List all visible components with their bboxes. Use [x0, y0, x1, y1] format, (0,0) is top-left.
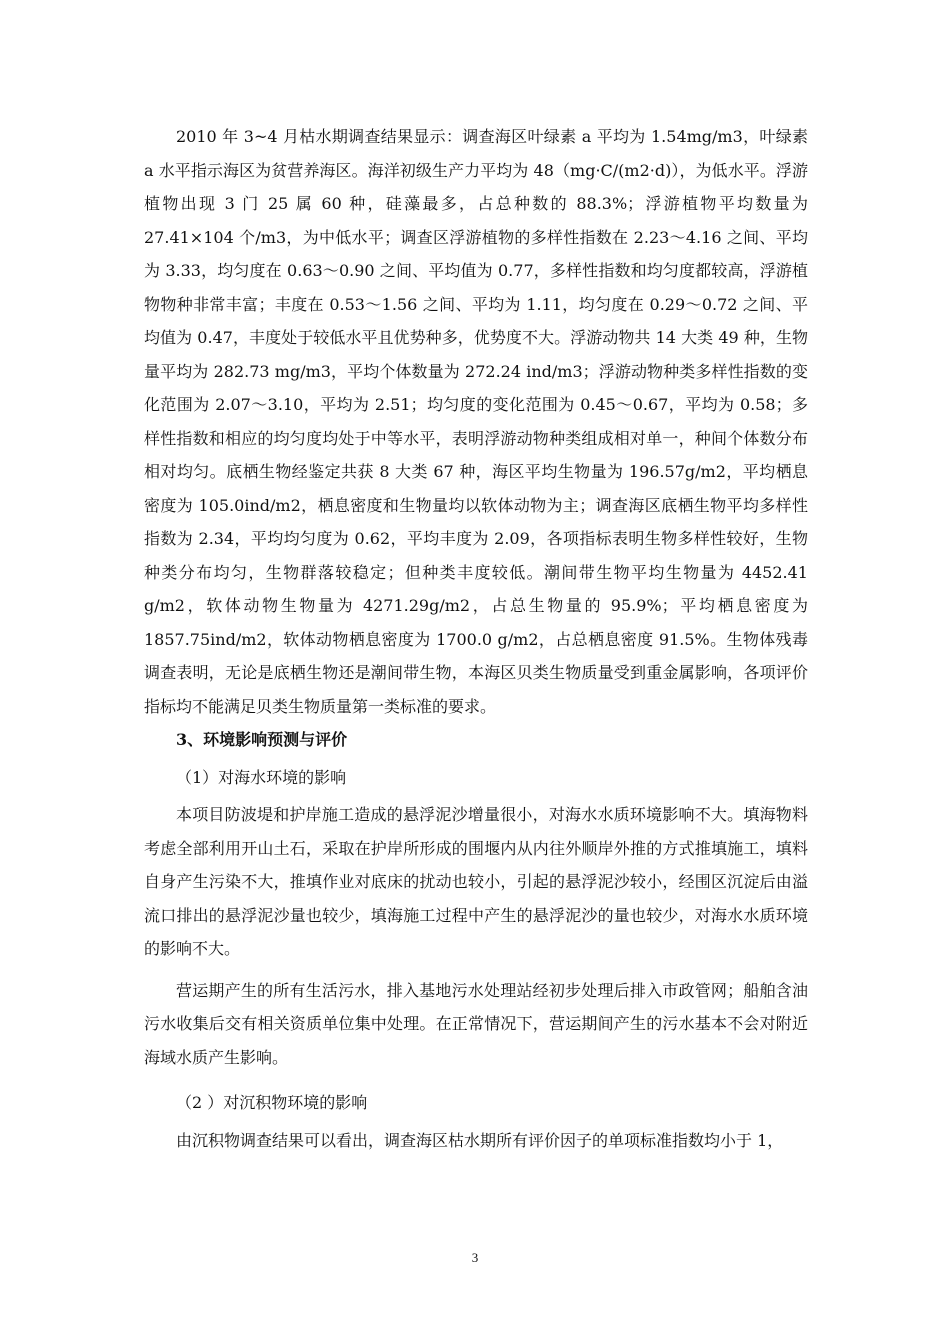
paragraph-sediment-results: 由沉积物调查结果可以看出，调查海区枯水期所有评价因子的单项标准指数均小于 1， [176, 1130, 784, 1150]
section-heading-impact-prediction: 3、环境影响预测与评价 [176, 730, 348, 749]
paragraph-spacer [144, 966, 808, 974]
paragraph-construction-impact: 本项目防波堤和护岸施工造成的悬浮泥沙增量很小，对海水水质环境影响不大。填海物料考虑全部利用开山土石，采取在护岸所形成的围堰内从内往外顺岸外推的方式推填施工，填料自身产生污染不大，推填作业对底床的扰动也较小，引起的悬浮泥沙较小，经围区沉淀后由溢流口排出的悬浮泥沙量也较少，填海施工过程中产生的悬浮泥沙的量也较少，对海水水质环境的影响不大。 [144, 805, 808, 958]
paragraph-spacer [144, 1074, 808, 1082]
subsection-heading-seawater: （1）对海水环境的影响 [176, 767, 347, 787]
document-body [144, 120, 808, 1157]
subsection-heading-sediment: （2 ）对沉积物环境的影响 [176, 1093, 368, 1112]
page-number: 3 [471, 1250, 479, 1265]
paragraph-operation-impact: 营运期产生的所有生活污水，排入基地污水处理站经初步处理后排入市政管网；船舶含油污水收集后交有相关资质单位集中处理。在正常情况下，营运期间产生的污水基本不会对附近海域水质产生影响。 [144, 980, 808, 1067]
paragraph-survey-results: 2010 年 3~4 月枯水期调查结果显示：调查海区叶绿素 a 平均为 1.54mg/m3，叶绿素 a 水平指示海区为贫营养海区。海洋初级生产力平均为 48（mg·C/(m2·d)），为低水平。浮游植物出现 3 门 25 属 60 种，硅藻最多，占总种数的 88.3%；浮游植物平均数量为 27.41×104 个/m3，为中低水平；调查区浮游植物的多样性指数在 2.23～4.16 之间、平均为 3.33，均匀度在 0.63～0.90 之间、平均值为 0.77，多样性指数和均匀度都较高，浮游植物物种非常丰富；丰度在 0.53～1.56 之间、平均为 1.11，均匀度在 0.29～0.72 之间、平均值为 0.47，丰度处于较低水平且优势种多，优势度不大。浮游动物共 14 大类 49 种，生物量平均为 282.73 mg/m3，平均个体数量为 272.24 ind/m3；浮游动物种类多样性指数的变化范围为 2.07～3.10，平均为 2.51；均匀度的变化范围为 0.45～0.67，平均为 0.58；多样性指数和相应的均匀度均处于中等水平，表明浮游动物种类组成相对单一，种间个体数分布相对均匀。底栖生物经鉴定共获 8 大类 67 种，海区平均生物量为 196.57g/m2，平均栖息密度为 105.0ind/m2，栖息密度和生物量均以软体动物为主；调查海区底栖生物平均多样性指数为 2.34，平均均匀度为 0.62，平均丰度为 2.09，各项指标表明生物多样性较好，生物种类分布均匀，生物群落较稳定；但种类丰度较低。潮间带生物平均生物量为 4452.41 g/m2，软体动物生物量为 4271.29g/m2，占总生物量的 95.9%；平均栖息密度为 1857.75ind/m2，软体动物栖息密度为 1700.0 g/m2，占总栖息密度 91.5%。生物体残毒调查表明，无论是底栖生物还是潮间带生物，本海区贝类生物质量受到重金属影响，各项评价指标均不能满足贝类生物质量第一类标准的要求。 [144, 127, 808, 716]
